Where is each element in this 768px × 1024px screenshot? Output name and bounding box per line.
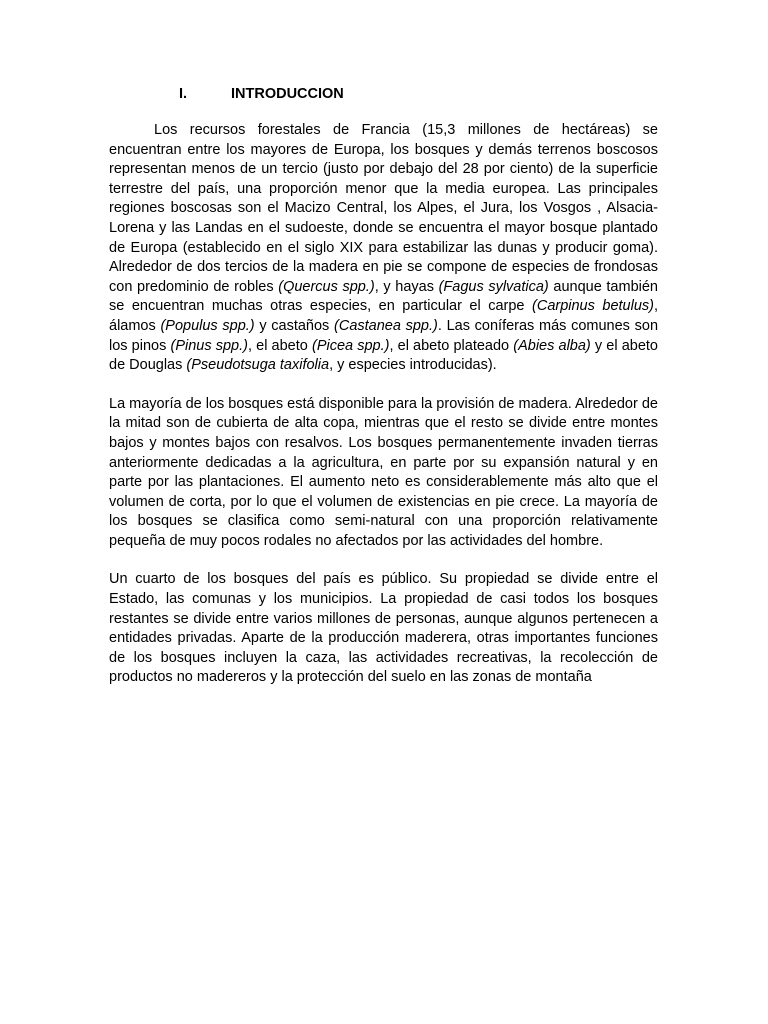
document-page [109, 84, 658, 707]
text-run: . Las coníferas más comunes son los pinos [109, 317, 659, 354]
text-run: Los recursos forestales de Francia (15,3 millones de hectáreas) se encuentran entre los mayores de Europa, los bosques y demás terrenos boscosos representan menos de un tercio (justo por debajo del 28 por ciento) de la superficie terrestre del país, una proporción menor que la media europea. Las principales regiones boscosas son el Macizo Central, los Alpes, el Jura, los Vosgos , Alsacia-Lorena y las Landas en el sudoeste, donde se encuentra el mayor bosque plantado de Europa (establecido en el siglo XIX para estabilizar las dunas y producir goma). Alrededor de dos tercios de la madera en pie se compone de especies de frondosas con predominio de robles [109, 122, 658, 295]
section-title: INTRODUCCION [231, 86, 344, 102]
species-name: (Pinus spp.) [170, 337, 248, 354]
species-name: (Abies alba) [513, 337, 591, 354]
species-name: (Fagus sylvatica) [438, 278, 549, 295]
species-name: (Carpinus betulus) [532, 298, 654, 315]
species-name: (Populus spp.) [160, 317, 255, 334]
section-number: I. [179, 86, 188, 102]
text-run: , álamos [109, 298, 658, 334]
text-run: y castaños [254, 317, 335, 334]
text-run: , y hayas [374, 278, 439, 295]
text-run: , el abeto plateado [389, 337, 514, 354]
text-run: La mayoría de los bosques está disponible para la provisión de madera. Alrededor de la mitad son de cubierta de alta copa, mientras que el resto se divide entre montes bajos y montes bajos con resalvos. Los bosques permanentemente invaden tierras anteriormente dedicadas a la agricultura, en parte por su expansión natural y en parte por las plantaciones. El aumento neto es considerablemente más alto que el volumen de corta, por lo que el volumen de existencias en pie crece. La mayoría de los bosques se clasifica como semi-natural con una proporción relativamente pequeña de muy pocos rodales no afectados por las actividades del hombre. [109, 395, 658, 549]
paragraph-2 [109, 395, 658, 552]
species-name: (Quercus spp.) [278, 278, 375, 295]
species-name: (Picea spp.) [311, 337, 390, 354]
text-run: aunque también se encuentran muchas otras especies, en particular el carpe [109, 278, 658, 315]
text-run: y el abeto de Douglas [109, 337, 658, 374]
species-name: (Pseudotsuga taxifolia [186, 357, 330, 374]
text-run: , y especies introducidas). [329, 357, 497, 374]
paragraph-3 [109, 570, 658, 688]
section-heading [109, 84, 658, 104]
paragraph-1 [109, 121, 658, 376]
text-run: Un cuarto de los bosques del país es público. Su propiedad se divide entre el Estado, las comunas y los municipios. La propiedad de casi todos los bosques restantes se divide entre varios millones de personas, aunque algunos pertenecen a entidades privadas. Aparte de la producción maderera, otras importantes funciones de los bosques incluyen la caza, las actividades recreativas, la recolección de productos no madereros y la protección del suelo en las zonas de montaña [109, 571, 658, 686]
text-run: , el abeto [247, 337, 312, 354]
species-name: (Castanea spp.) [334, 317, 438, 334]
